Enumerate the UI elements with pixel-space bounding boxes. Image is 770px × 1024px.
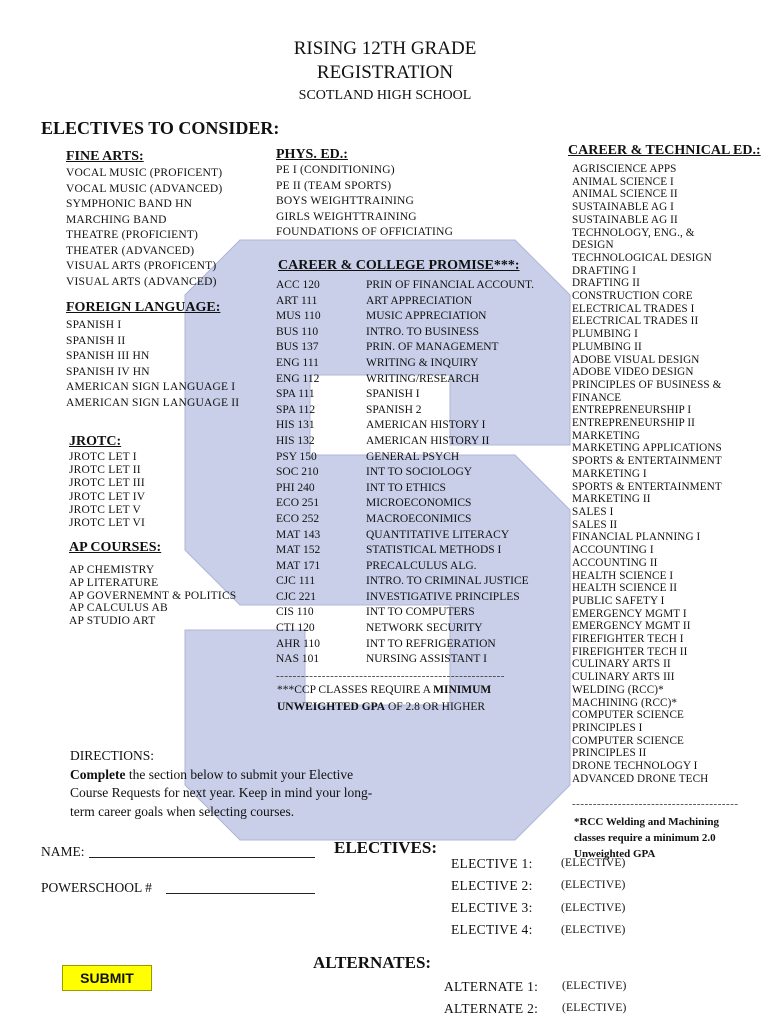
elective-1-label: ELECTIVE 1:	[451, 856, 533, 871]
note-bold: UNWEIGHTED GPA	[277, 701, 386, 713]
course-name: MACROECONIMICS	[366, 512, 472, 525]
course-name: INVESTIGATIVE PRINCIPLES	[366, 590, 520, 603]
list-item: AP GOVERNEMNT & POLITICS	[69, 589, 237, 602]
course-code: PHI 240	[276, 481, 315, 494]
course-name: QUANTITATIVE LITERACY	[366, 528, 510, 541]
list-item: DRAFTING II	[572, 277, 640, 290]
list-item: THEATRE (PROFICIENT)	[66, 229, 199, 241]
list-item: DESIGN	[572, 239, 614, 252]
ccp-course-list	[276, 278, 534, 668]
list-item: PRINCIPLES II	[572, 747, 647, 760]
directions-label: DIRECTIONS:	[70, 748, 154, 763]
list-item: EMERGENCY MGMT II	[572, 620, 691, 633]
ap-courses-list	[69, 564, 236, 628]
ccp-row	[276, 403, 534, 419]
course-code: MUS 110	[276, 310, 321, 323]
list-item: JROTC LET I	[69, 451, 137, 463]
list-item: JROTC LET V	[69, 503, 142, 516]
course-name: SPANISH I	[366, 388, 420, 401]
list-item: JROTC LET III	[69, 477, 145, 490]
list-item: CULINARY ARTS III	[572, 671, 675, 684]
ccp-row	[276, 372, 534, 388]
course-name: WRITING & INQUIRY	[366, 356, 479, 369]
course-name: INT TO ETHICS	[366, 481, 446, 494]
list-item: SALES II	[572, 518, 618, 531]
list-item: FINANCIAL PLANNING I	[572, 531, 701, 544]
course-code: ECO 252	[276, 512, 320, 525]
course-name: ART APPRECIATION	[366, 294, 473, 307]
list-item: MARCHING BAND	[66, 213, 167, 226]
ap-courses-title: AP COURSES:	[69, 540, 162, 555]
list-item: PRINCIPLES OF BUSINESS &	[572, 378, 722, 391]
list-item: SPANISH II	[66, 334, 126, 347]
ccp-row	[276, 325, 534, 341]
list-item: AGRISCIENCE APPS	[572, 163, 677, 175]
name-field[interactable]	[89, 843, 315, 858]
directions-block	[70, 747, 430, 821]
alternate-2-label: ALTERNATE 2:	[444, 1001, 539, 1016]
list-item: CONSTRUCTION CORE	[572, 290, 693, 303]
course-code: CJC 111	[276, 575, 316, 588]
list-item: SALES I	[572, 505, 614, 518]
course-code: BUS 137	[276, 341, 319, 354]
ccp-row	[276, 481, 534, 497]
jrotc-list	[69, 451, 145, 530]
list-item: PE I (CONDITIONING)	[276, 164, 395, 176]
page-title-line2: REGISTRATION	[316, 62, 454, 83]
ccp-row	[276, 496, 534, 512]
course-name: PRECALCULUS ALG.	[366, 559, 477, 572]
list-item: JROTC LET VI	[69, 517, 146, 530]
note-text: Unweighted GPA	[574, 848, 656, 860]
list-item: GIRLS WEIGHTTRAINING	[276, 210, 417, 223]
list-item: TECHNOLOGY, ENG., &	[572, 226, 695, 239]
list-item: DRAFTING I	[572, 264, 637, 277]
directions-text: the section below to submit your Elective	[125, 766, 354, 782]
list-item: PLUMBING I	[572, 328, 638, 341]
list-item: ENTREPRENEURSHIP I	[572, 404, 692, 417]
elective-3-select[interactable]: (ELECTIVE)	[561, 902, 626, 914]
note-text: OF 2.8 OR HIGHER	[385, 701, 486, 713]
jrotc-title: JROTC:	[69, 434, 122, 449]
list-item: ACCOUNTING II	[572, 556, 658, 569]
alternate-2-select[interactable]: (ELECTIVE)	[562, 1002, 627, 1014]
directions-text: term career goals when selecting courses.	[70, 803, 295, 819]
course-code: SOC 210	[276, 466, 319, 479]
cte-list	[572, 163, 722, 785]
list-item: ADOBE VISUAL DESIGN	[572, 353, 700, 366]
list-item: AP LITERATURE	[69, 576, 159, 589]
ccp-row	[276, 309, 534, 325]
list-item: FOUNDATIONS OF OFFICIATING	[276, 226, 454, 238]
course-name: INTRO. TO BUSINESS	[366, 325, 479, 338]
course-code: SPA 111	[276, 388, 315, 401]
course-name: INT TO SOCIOLOGY	[366, 466, 473, 479]
ccp-gpa-note	[277, 682, 547, 716]
list-item: CULINARY ARTS II	[572, 658, 671, 671]
list-item: AP STUDIO ART	[69, 615, 156, 628]
list-item: SPANISH III HN	[66, 350, 150, 362]
list-item: SUSTAINABLE AG II	[572, 213, 678, 226]
alternates-title: ALTERNATES:	[313, 953, 432, 972]
note-text: *RCC Welding and Machining	[574, 816, 719, 828]
list-item: TECHNOLOGICAL DESIGN	[572, 251, 712, 264]
alternate-1-label: ALTERNATE 1:	[444, 979, 539, 994]
course-name: GENERAL PSYCH	[366, 450, 460, 463]
ccp-row	[276, 294, 534, 310]
elective-4-label: ELECTIVE 4:	[451, 922, 533, 937]
list-item: ADVANCED DRONE TECH	[572, 772, 709, 785]
directions-bold: Complete	[70, 766, 126, 782]
list-item: MACHINING (RCC)*	[572, 696, 678, 709]
list-item: VOCAL MUSIC (ADVANCED)	[66, 182, 223, 195]
course-code: ART 111	[276, 294, 318, 307]
course-code: HIS 131	[276, 419, 315, 432]
list-item: PRINCIPLES I	[572, 721, 643, 734]
course-name: WRITING/RESEARCH	[366, 372, 480, 385]
course-name: NURSING ASSISTANT I	[366, 653, 487, 666]
directions-text: Course Requests for next year. Keep in mind your long-	[70, 785, 373, 800]
course-code: CTI 120	[276, 622, 315, 635]
list-item: JROTC LET IV	[69, 490, 146, 503]
list-item: COMPUTER SCIENCE	[572, 709, 684, 722]
list-item: ENTREPRENEURSHIP II	[572, 417, 695, 430]
list-item: AP CALCULUS AB	[69, 602, 168, 615]
ccp-row	[276, 528, 534, 544]
fine-arts-title: FINE ARTS:	[66, 149, 144, 164]
course-code: ECO 251	[276, 497, 320, 510]
elective-2-label: ELECTIVE 2:	[451, 878, 533, 893]
list-item: SPORTS & ENTERTAINMENT	[572, 480, 722, 493]
course-name: AMERICAN HISTORY II	[366, 434, 490, 447]
course-code: AHR 110	[276, 637, 320, 650]
list-item: SPORTS & ENTERTAINMENT	[572, 455, 722, 468]
list-item: SUSTAINABLE AG I	[572, 201, 675, 214]
electives-heading: ELECTIVES TO CONSIDER:	[41, 118, 280, 138]
course-name: MUSIC APPRECIATION	[366, 310, 487, 323]
powerschool-label: POWERSCHOOL #	[41, 880, 152, 895]
ccp-row	[276, 450, 534, 466]
course-code: HIS 132	[276, 434, 315, 447]
note-text: classes require a minimum 2.0	[574, 832, 716, 844]
list-item: FIREFIGHTER TECH I	[572, 633, 684, 646]
course-code: ENG 111	[276, 356, 319, 369]
list-item: ANIMAL SCIENCE I	[572, 175, 674, 188]
ccp-row	[276, 543, 534, 559]
list-item: MARKETING	[572, 429, 641, 442]
list-item: SYMPHONIC BAND HN	[66, 198, 193, 210]
course-code: BUS 110	[276, 325, 319, 338]
phys-ed-title: PHYS. ED.:	[276, 147, 348, 162]
list-item: VOCAL MUSIC (PROFICENT)	[66, 167, 223, 179]
ccp-row	[276, 278, 534, 294]
ccp-row	[276, 637, 534, 653]
ccp-row	[276, 621, 534, 637]
list-item: HEALTH SCIENCE II	[572, 582, 678, 595]
foreign-language-list	[66, 318, 239, 411]
course-name: STATISTICAL METHODS I	[366, 544, 502, 557]
ccp-row	[276, 590, 534, 606]
list-item: ELECTRICAL TRADES II	[572, 315, 699, 328]
page-title-line1: RISING 12TH GRADE	[293, 38, 477, 59]
list-item: ELECTRICAL TRADES I	[572, 302, 695, 315]
list-item: SPANISH I	[66, 319, 122, 331]
list-item: ANIMAL SCIENCE II	[572, 188, 678, 201]
note-bold: MINIMUM	[433, 684, 492, 696]
list-item: THEATER (ADVANCED)	[66, 244, 195, 257]
ccp-row	[276, 652, 534, 668]
course-name: MICROECONOMICS	[366, 497, 472, 510]
list-item: EMERGENCY MGMT I	[572, 607, 687, 620]
list-item: FIREFIGHTER TECH II	[572, 645, 688, 658]
ccp-row	[276, 559, 534, 575]
school-name: SCOTLAND HIGH SCHOOL	[298, 88, 472, 103]
name-label: NAME:	[41, 844, 85, 859]
list-item: MARKETING APPLICATIONS	[572, 442, 722, 455]
list-item: VISUAL ARTS (PROFICENT)	[66, 260, 217, 272]
course-name: INT TO COMPUTERS	[366, 606, 475, 619]
phys-ed-list	[276, 163, 453, 241]
ccp-row	[276, 434, 534, 450]
cte-gpa-note	[574, 814, 744, 860]
course-name: INTRO. TO CRIMINAL JUSTICE	[366, 575, 529, 588]
list-item: VISUAL ARTS (ADVANCED)	[66, 275, 217, 288]
alternate-1-select[interactable]: (ELECTIVE)	[562, 980, 627, 992]
ccp-row	[276, 574, 534, 590]
electives-title: ELECTIVES:	[334, 838, 437, 857]
course-name: AMERICAN HISTORY I	[366, 419, 486, 432]
list-item: BOYS WEIGHTTRAINING	[276, 195, 415, 207]
submit-button[interactable]: SUBMIT	[62, 965, 152, 991]
list-item: AP CHEMISTRY	[69, 564, 155, 576]
list-item: HEALTH SCIENCE I	[572, 569, 674, 582]
course-name: PRIN OF FINANCIAL ACCOUNT.	[366, 279, 535, 291]
list-item: COMPUTER SCIENCE	[572, 734, 684, 747]
course-name: NETWORK SECURITY	[366, 622, 483, 635]
note-text: ***CCP CLASSES REQUIRE A	[277, 684, 434, 696]
ccp-row	[276, 512, 534, 528]
list-item: PUBLIC SAFETY I	[572, 594, 665, 607]
course-name: PRIN. OF MANAGEMENT	[366, 341, 499, 354]
course-code: PSY 150	[276, 450, 317, 463]
cte-divider: ----------------------------------------	[572, 798, 739, 810]
list-item: PLUMBING II	[572, 340, 642, 353]
list-item: SPANISH IV HN	[66, 365, 150, 378]
list-item: MARKETING II	[572, 493, 651, 506]
ccp-title: CAREER & COLLEGE PROMISE***:	[278, 258, 520, 273]
course-code: ACC 120	[276, 279, 320, 291]
ccp-row	[276, 605, 534, 621]
ccp-row	[276, 340, 534, 356]
list-item: FINANCE	[572, 391, 622, 404]
fine-arts-list	[66, 166, 222, 290]
ccp-divider: -------------------------------------------------------	[276, 670, 505, 682]
course-name: INT TO REFRIGERATION	[366, 637, 496, 650]
list-item: ACCOUNTING I	[572, 544, 654, 557]
list-item: MARKETING I	[572, 467, 647, 480]
course-code: CIS 110	[276, 606, 314, 619]
elective-4-select[interactable]: (ELECTIVE)	[561, 924, 626, 936]
ccp-row	[276, 418, 534, 434]
course-code: MAT 152	[276, 544, 321, 557]
ccp-row	[276, 356, 534, 372]
list-item: JROTC LET II	[69, 464, 141, 477]
elective-1-select[interactable]: (ELECTIVE)	[561, 857, 626, 869]
course-code: NAS 101	[276, 653, 320, 666]
list-item: AMERICAN SIGN LANGUAGE II	[66, 396, 240, 409]
foreign-language-title: FOREIGN LANGUAGE:	[66, 300, 221, 315]
course-code: MAT 143	[276, 528, 321, 541]
ccp-row	[276, 465, 534, 481]
course-code: CJC 221	[276, 590, 316, 603]
list-item: PE II (TEAM SPORTS)	[276, 179, 392, 192]
course-code: MAT 171	[276, 559, 321, 572]
list-item: WELDING (RCC)*	[572, 683, 664, 696]
elective-2-select[interactable]: (ELECTIVE)	[561, 879, 626, 891]
course-code: ENG 112	[276, 372, 320, 385]
course-name: SPANISH 2	[366, 403, 422, 416]
list-item: DRONE TECHNOLOGY I	[572, 760, 698, 773]
powerschool-field[interactable]	[166, 879, 315, 894]
list-item: AMERICAN SIGN LANGUAGE I	[66, 381, 236, 393]
ccp-row	[276, 387, 534, 403]
cte-title: CAREER & TECHNICAL ED.:	[568, 143, 761, 158]
course-code: SPA 112	[276, 403, 316, 416]
list-item: ADOBE VIDEO DESIGN	[572, 366, 694, 379]
elective-3-label: ELECTIVE 3:	[451, 900, 533, 915]
